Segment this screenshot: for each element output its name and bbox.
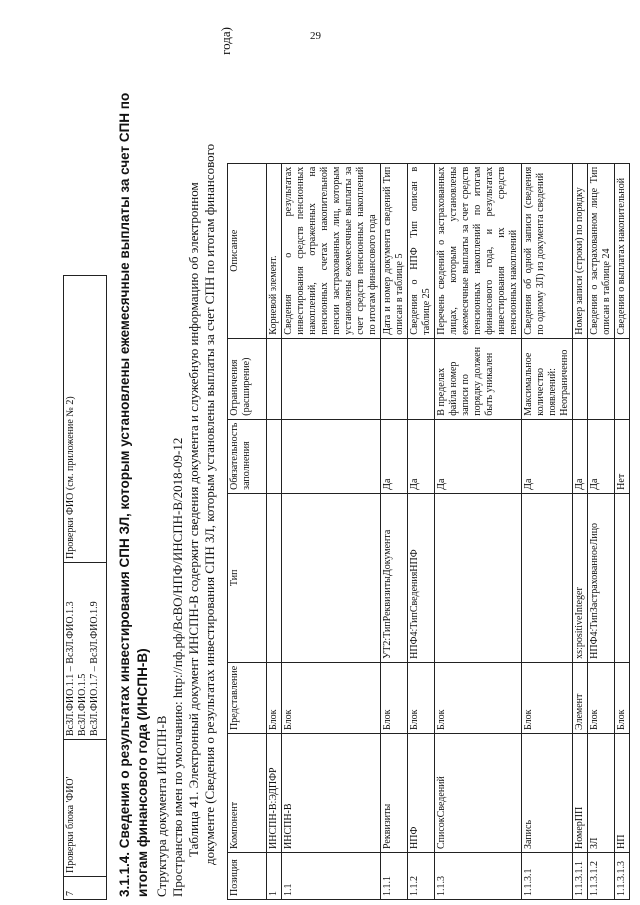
- mandatory-cell: [282, 419, 381, 493]
- component-cell: СписокСведений: [435, 734, 522, 853]
- description-cell: Номер записи (строки) по порядку: [573, 163, 588, 338]
- mandatory-cell: Да: [573, 419, 588, 493]
- structure-table: [227, 163, 630, 900]
- component-cell: НомерПП: [573, 734, 588, 853]
- namespace-line: Пространство имен по умолчанию: http://пф.рф/ВсВО/НПФ/ИНСПН-В/2018-09-12: [170, 437, 185, 897]
- component-cell: ИНСПН-В: [282, 734, 381, 853]
- check-code-line: ВсЗЛ.ФИО.1.5: [77, 673, 88, 736]
- caption-line: года): [218, 27, 233, 55]
- position-cell: 1: [267, 853, 282, 900]
- mandatory-cell: Да: [381, 419, 408, 493]
- header-restrictions: Ограничения (расширение): [228, 338, 267, 419]
- representation-cell: Блок: [282, 662, 381, 733]
- check-codes-cell: [64, 563, 107, 740]
- position-cell: 1.1.3: [435, 853, 522, 900]
- description-cell: Сведения об одной записи (сведения по одному ЗЛ) из документа сведений: [522, 163, 573, 338]
- position-cell: 1.1.2: [408, 853, 435, 900]
- table-row: [573, 163, 588, 899]
- check-description-cell: Проверки ФИО (см. приложение № 2): [64, 276, 107, 563]
- type-cell: [615, 493, 630, 662]
- type-cell: xs:positiveInteger: [573, 493, 588, 662]
- type-cell: [282, 493, 381, 662]
- position-cell: 1.1.3.1.3: [615, 853, 630, 900]
- header-position: Позиция: [228, 853, 267, 900]
- mandatory-cell: [267, 419, 282, 493]
- header-row: [228, 163, 267, 899]
- restrictions-cell: Максимальное количество появлений: Неограниченно: [522, 338, 573, 419]
- representation-cell: Блок: [267, 662, 282, 733]
- table-row: [615, 163, 630, 899]
- header-type: Тип: [228, 493, 267, 662]
- restrictions-cell: В пределах файла номер записи по порядку должен быть уникален: [435, 338, 522, 419]
- position-cell: 1.1.3.1: [522, 853, 573, 900]
- description-cell: Сведения о НПФ Тип описан в таблице 25: [408, 163, 435, 338]
- restrictions-cell: [381, 338, 408, 419]
- restrictions-cell: [408, 338, 435, 419]
- position-cell: 1.1.1: [381, 853, 408, 900]
- table-row: [588, 163, 615, 899]
- representation-cell: Блок: [522, 662, 573, 733]
- description-cell: Корневой элемент.: [267, 163, 282, 338]
- page-number: 29: [310, 30, 321, 42]
- representation-cell: Блок: [408, 662, 435, 733]
- table-row: [64, 276, 107, 900]
- table-row: [381, 163, 408, 899]
- section-heading-line: итогам финансового года (ИНСПН-В): [135, 648, 150, 897]
- section-heading-line: 3.1.1.4. Сведения о результатах инвестирования СПН ЗЛ, которым установлены ежемесячные выплаты за счет СПН по: [117, 92, 132, 897]
- type-cell: [435, 493, 522, 662]
- header-mandatory: Обязательность заполнения: [228, 419, 267, 493]
- check-code-line: ВсЗЛ.ФИО.1.7 – ВсЗЛ.ФИО.1.9: [89, 601, 100, 736]
- header-representation: Представление: [228, 662, 267, 733]
- previous-table-tail: [63, 275, 107, 900]
- restrictions-cell: [267, 338, 282, 419]
- component-cell: ЗЛ: [588, 734, 615, 853]
- representation-cell: Элемент: [573, 662, 588, 733]
- caption-line: Таблица 41. Электронный документ ИНСПН-В содержит сведения документа и служебную информацию об электронном: [186, 182, 201, 857]
- section-heading: [116, 27, 152, 897]
- type-cell: УТ2:ТипРеквизитыДокумента: [381, 493, 408, 662]
- position-cell: 1.1.3.1.2: [588, 853, 615, 900]
- position-cell: 1.1.3.1.1: [573, 853, 588, 900]
- type-cell: НПФ4:ТипСведенияНПФ: [408, 493, 435, 662]
- restrictions-cell: [573, 338, 588, 419]
- check-code-line: ВсЗЛ.ФИО.1.1 – ВсЗЛ.ФИО.1.3: [65, 601, 76, 736]
- position-cell: 1.1: [282, 853, 381, 900]
- table-row: [408, 163, 435, 899]
- component-cell: НП: [615, 734, 630, 853]
- description-cell: Перечень сведений о застрахованных лицах, которым установлены ежемесячные выплаты за счет средств пенсионных накоплений по итогам финансового года, и результатах инвестирования их средств пенсионных накоплений: [435, 163, 522, 338]
- component-cell: НПФ: [408, 734, 435, 853]
- description-cell: Сведения о застрахованном лице Тип описан в таблице 24: [588, 163, 615, 338]
- table-row: [522, 163, 573, 899]
- header-description: Описание: [228, 163, 267, 338]
- representation-cell: Блок: [588, 662, 615, 733]
- mandatory-cell: Да: [588, 419, 615, 493]
- representation-cell: Блок: [435, 662, 522, 733]
- type-cell: НПФ4:ТипЗастрахованноеЛицо: [588, 493, 615, 662]
- mandatory-cell: Да: [408, 419, 435, 493]
- description-cell: Сведения о результатах инвестирования средств пенсионных накоплений, отраженных на пенсионных счетах накопительной пенсии застрахованных лиц, которым установлены ежемесячные выплаты за счет средств пенсионных накоплений по итогам финансового года: [282, 163, 381, 338]
- representation-cell: Блок: [381, 662, 408, 733]
- block-name-cell: Проверки блока 'ФИО': [64, 740, 107, 877]
- type-cell: [267, 493, 282, 662]
- representation-cell: Блок: [615, 662, 630, 733]
- component-cell: ИНСПН-В:ЭДПФР: [267, 734, 282, 853]
- description-cell: Дата и номер документа сведений Тип описан в таблице 5: [381, 163, 408, 338]
- table-row: [435, 163, 522, 899]
- mandatory-cell: Да: [522, 419, 573, 493]
- mandatory-cell: Да: [435, 419, 522, 493]
- header-component: Компонент: [228, 734, 267, 853]
- description-cell: Сведения о выплатах накопительной: [615, 163, 630, 338]
- table-row: [282, 163, 381, 899]
- restrictions-cell: [282, 338, 381, 419]
- mandatory-cell: Нет: [615, 419, 630, 493]
- type-cell: [522, 493, 573, 662]
- row-number: 7: [64, 877, 107, 900]
- component-cell: Реквизиты: [381, 734, 408, 853]
- restrictions-cell: [588, 338, 615, 419]
- caption-line: документе (Сведения о результатах инвестирования СПН ЗЛ, которым установлены выплаты за счет СПН по итогам финансового: [202, 143, 217, 865]
- component-cell: Запись: [522, 734, 573, 853]
- structure-line: Структура документа ИНСПН-В: [154, 715, 169, 897]
- table-row: [267, 163, 282, 899]
- restrictions-cell: [615, 338, 630, 419]
